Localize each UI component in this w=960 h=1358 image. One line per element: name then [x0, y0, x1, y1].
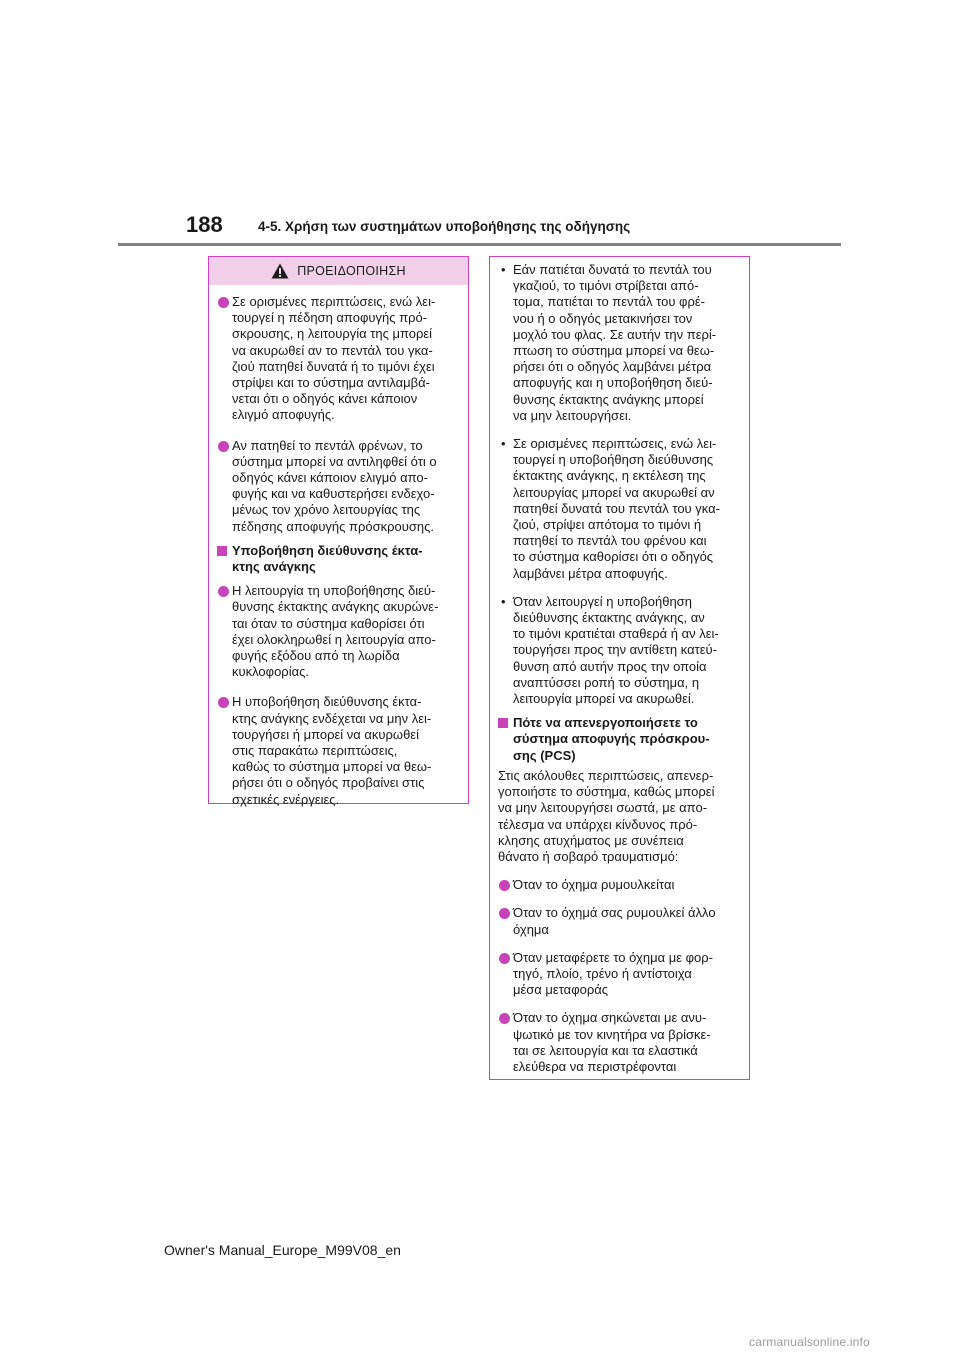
list-item — [498, 877, 741, 893]
text-line: Όταν το όχημα ρυμουλκείται — [513, 877, 675, 893]
text-line: Στις ακόλουθες περιπτώσεις, απενερ- — [498, 767, 714, 783]
circle-bullet-icon — [218, 297, 229, 308]
text-line: λαμβάνει μέτρα αποφυγής. — [513, 565, 668, 581]
text-line: θυνσης έκτακτης ανάγκης ακυρώνε- — [232, 599, 439, 615]
text-line: να ακυρωθεί αν το πεντάλ του γκα- — [232, 342, 433, 358]
text-line: πατηθεί δυνατά του πεντάλ του γκα- — [513, 500, 720, 516]
text-line: ρήσει ότι ο οδηγός προβαίνει στις — [232, 775, 425, 791]
list-item — [498, 594, 741, 707]
text-line: πατηθεί το πεντάλ του φρένου και — [513, 533, 707, 549]
text-line: μέσα μεταφοράς — [513, 982, 609, 998]
text-line: τουργεί η υποβοήθηση διεύθυνσης — [513, 452, 714, 468]
text-line: έχει ολοκληρωθεί η λειτουργία απο- — [232, 631, 436, 647]
text-line: Σε ορισμένες περιπτώσεις, ενώ λει- — [513, 436, 717, 452]
text-line: αναπτύσσει ροπή το σύστημα, η — [513, 674, 700, 690]
circle-bullet-icon — [218, 697, 229, 708]
text-line: μοχλό του φλας. Σε αυτήν την περί- — [513, 326, 717, 342]
text-line: πτωση το σύστημα μπορεί να θεω- — [513, 343, 715, 359]
text-line: σύστημα αποφυγής πρόσκρου- — [513, 731, 710, 747]
section-heading — [217, 543, 460, 575]
text-line: αποφυγής και η υποβοήθηση διεύ- — [513, 375, 713, 391]
list-item — [217, 294, 460, 424]
text-line: Εάν πατιέται δυνατά το πεντάλ του — [513, 262, 712, 277]
text-line: λειτουργίας μπορεί να ακυρωθεί αν — [513, 484, 715, 500]
list-item — [498, 1010, 741, 1075]
text-line: Όταν λειτουργεί η υποβοήθηση — [513, 593, 692, 609]
dot-bullet-icon: • — [501, 436, 506, 452]
header-divider — [118, 243, 841, 246]
text-line: νου ή ο οδηγός μετακινήσει τον — [513, 310, 693, 326]
warning-header — [209, 257, 468, 285]
warning-content — [209, 285, 468, 808]
text-line: Η υποβοήθηση διεύθυνσης έκτα- — [232, 694, 422, 710]
list-item — [498, 905, 741, 937]
text-line: τουργήσει προς την αντίθετη κατεύ- — [513, 642, 717, 658]
text-line: τέλεσμα να υπάρχει κίνδυνος πρό- — [498, 816, 698, 832]
text-line: ελιγμό αποφυγής. — [232, 407, 335, 423]
text-line: θυνση από αυτήν προς την οποία — [513, 658, 707, 674]
text-line: λειτουργία μπορεί να ακυρωθεί. — [513, 691, 695, 707]
text-line: κυκλοφορίας. — [232, 664, 309, 680]
text-line: έκτακτης ανάγκης, η εκτέλεση της — [513, 468, 706, 484]
text-line: Η λειτουργία τη υποβοήθησης διεύ- — [232, 583, 436, 599]
text-line: το τιμόνι κρατιέται σταθερά ή αν λει- — [513, 626, 719, 642]
text-line: οδηγός κάνει κάποιον ελιγμό απο- — [232, 470, 428, 486]
list-item — [498, 950, 741, 999]
list-item — [217, 438, 460, 535]
text-line: τουργεί η πέδηση αποφυγής πρό- — [232, 310, 428, 326]
text-line: ται όταν το σύστημα καθορίσει ότι — [232, 615, 425, 631]
text-line: φυγής και να καθυστερήσει ενδεχο- — [232, 486, 435, 502]
text-line: Όταν το όχημά σας ρυμουλκεί άλλο — [513, 905, 716, 921]
list-item — [498, 436, 741, 582]
text-line: το σύστημα καθορίσει ότι ο οδηγός — [513, 549, 714, 565]
text-line: κτης ανάγκης ενδέχεται να μην λει- — [232, 710, 432, 726]
text-line: σχετικές ενέργειες. — [232, 791, 340, 807]
text-line: σύστημα μπορεί να αντιληφθεί ότι ο — [232, 453, 437, 469]
text-line: στις παρακάτω περιπτώσεις, — [232, 743, 398, 759]
continuation-box — [489, 256, 750, 1080]
text-line: ελεύθερα να περιστρέφονται — [513, 1058, 677, 1074]
text-line: γκαζιού, το τιμόνι στρίβεται από- — [513, 278, 699, 294]
text-line: θάνατο ή σοβαρό τραυματισμό: — [498, 848, 679, 864]
circle-bullet-icon — [218, 586, 229, 597]
circle-bullet-icon — [499, 880, 510, 891]
list-item — [498, 262, 741, 424]
text-line: Όταν το όχημα σηκώνεται με ανυ- — [513, 1010, 707, 1026]
text-line: Αν πατηθεί το πεντάλ φρένων, το — [232, 437, 423, 453]
circle-bullet-icon — [499, 908, 510, 919]
circle-bullet-icon — [499, 1013, 510, 1024]
circle-bullet-icon — [218, 441, 229, 452]
dot-bullet-icon: • — [501, 262, 506, 277]
page-number: 188 — [186, 212, 223, 237]
section-heading — [498, 715, 741, 764]
list-item — [217, 694, 460, 807]
text-line: στρίψει και το σύστημα αντιλαμβά- — [232, 375, 430, 391]
text-line: να μην λειτουργήσει σωστά, με απο- — [498, 800, 708, 816]
text-line: ψωτικό με τον κινητήρα να βρίσκε- — [513, 1026, 711, 1042]
text-line: Όταν μεταφέρετε το όχημα με φορ- — [513, 949, 713, 965]
text-line: σκρουσης, η λειτουργία της μπορεί — [232, 326, 433, 342]
continuation-content — [490, 257, 749, 1075]
paragraph — [498, 768, 741, 865]
text-line: φυγής εξόδου από τη λωρίδα — [232, 648, 400, 664]
warning-label: ΠΡΟΕΙΔΟΠΟΙΗΣΗ — [297, 263, 406, 278]
section-title: 4-5. Χρήση των συστημάτων υποβοήθησης της οδήγησης — [258, 219, 631, 234]
text-line: ται σε λειτουργία και τα ελαστικά — [513, 1042, 698, 1058]
text-line: ζιού πατηθεί δυνατά ή το τιμόνι έχει — [232, 358, 435, 374]
footer-manual-id: Owner's Manual_Europe_M99V08_en — [164, 1242, 401, 1258]
square-heading-icon — [217, 546, 227, 556]
text-line: τουργήσει ή μπορεί να ακυρωθεί — [232, 726, 419, 742]
text-line: τομα, πατιέται το πεντάλ του φρέ- — [513, 294, 705, 310]
watermark: carmanualsonline.info — [749, 1335, 870, 1349]
text-line: ζιού, στρίψει απότομα το τιμόνι ή — [513, 517, 702, 533]
text-line: κλησης ατυχήματος με συνέπεια — [498, 832, 684, 848]
text-line: καθώς το σύστημα μπορεί να θεω- — [232, 759, 432, 775]
text-line: πέδησης αποφυγής πρόσκρουσης. — [232, 518, 435, 534]
dot-bullet-icon: • — [501, 593, 506, 609]
warning-box — [208, 256, 469, 807]
text-line: να μην λειτουργήσει. — [513, 407, 632, 423]
circle-bullet-icon — [499, 953, 510, 964]
text-line: θυνσης έκτακτης ανάγκης μπορεί — [513, 391, 704, 407]
text-line: Υποβοήθηση διεύθυνσης έκτα- — [232, 542, 423, 558]
warning-triangle-icon — [271, 263, 289, 279]
text-line: διεύθυνσης έκτακτης ανάγκης, αν — [513, 610, 705, 626]
text-line: Σε ορισμένες περιπτώσεις, ενώ λει- — [232, 294, 436, 309]
text-line: κτης ανάγκης — [232, 559, 316, 575]
text-line: νεται ότι ο οδηγός κάνει κάποιον — [232, 391, 418, 407]
text-line: ρήσει ότι ο οδηγός λαμβάνει μέτρα — [513, 359, 712, 375]
square-heading-icon — [498, 718, 508, 728]
text-line: σης (PCS) — [513, 747, 576, 763]
text-line: όχημα — [513, 921, 549, 937]
list-item — [217, 583, 460, 680]
text-line: γοποιήστε το σύστημα, καθώς μπορεί — [498, 784, 715, 800]
text-line: τηγό, πλοίο, τρένο ή αντίστοιχα — [513, 965, 692, 981]
text-line: Πότε να απενεργοποιήσετε το — [513, 715, 698, 731]
text-line: μένως τον χρόνο λειτουργίας της — [232, 502, 421, 518]
